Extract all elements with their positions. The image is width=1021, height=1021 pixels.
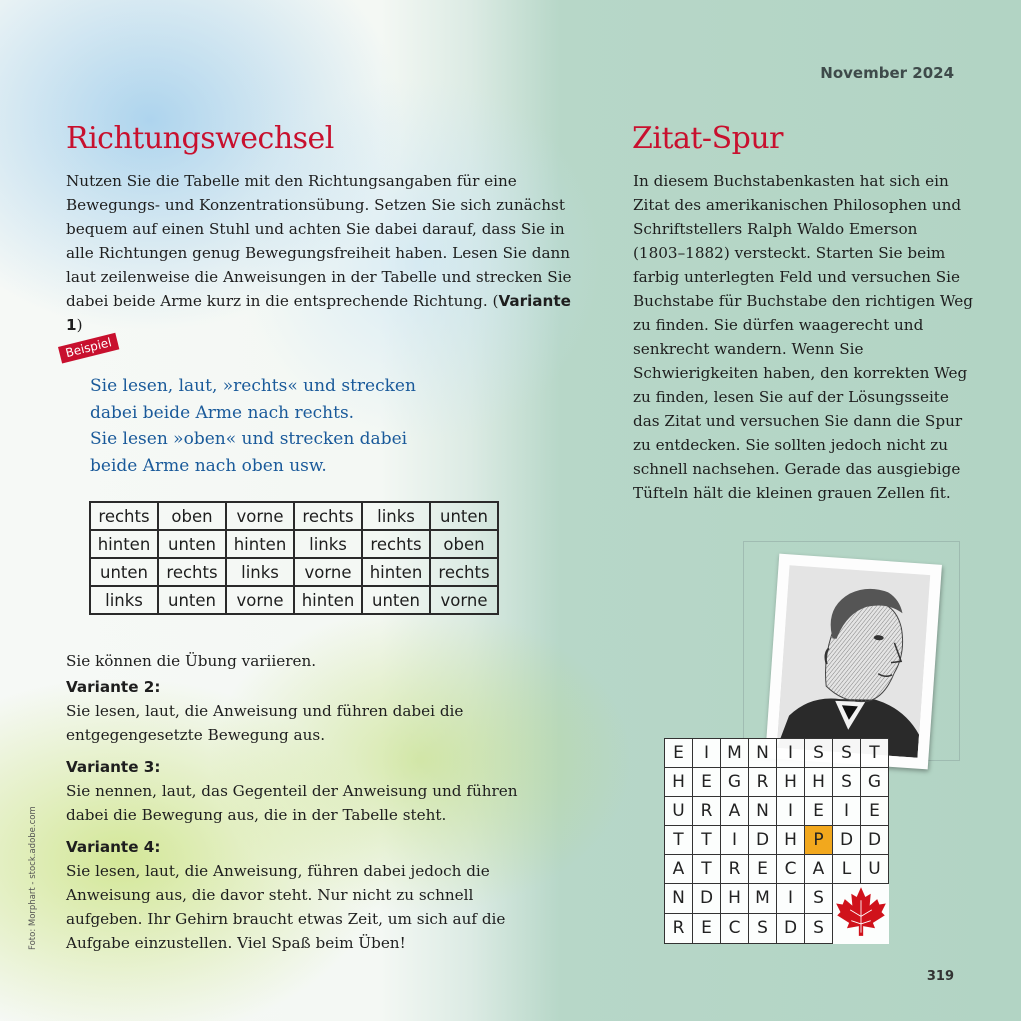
- grid-cell: M: [749, 884, 777, 914]
- photo-credit: Foto: Morphart - stock.adobe.com: [28, 806, 38, 950]
- table-cell: links: [226, 558, 294, 586]
- variant-text: Sie lesen, laut, die Anweisung, führen dabei jedoch die Anweisung aus, die davor steht. Nur nicht zu schnell aufgeben. Ihr Gehirn braucht etwas Zeit, um sich auf die Aufgabe einzustellen. Viel Spaß beim Üben!: [66, 862, 506, 952]
- table-cell: rechts: [90, 502, 158, 530]
- table-cell: unten: [158, 586, 226, 614]
- grid-cell: E: [693, 768, 721, 797]
- grid-cell: H: [665, 768, 693, 797]
- grid-cell: E: [749, 855, 777, 884]
- grid-row: [665, 739, 889, 768]
- table-cell: links: [90, 586, 158, 614]
- grid-cell: N: [749, 739, 777, 768]
- title-zitat-spur: Zitat-Spur: [632, 121, 783, 156]
- example-line: beide Arme nach oben usw.: [90, 455, 327, 476]
- grid-cell: A: [805, 855, 833, 884]
- table-cell: rechts: [158, 558, 226, 586]
- grid-cell: T: [665, 826, 693, 855]
- table-cell: unten: [158, 530, 226, 558]
- grid-cell: L: [833, 855, 861, 884]
- variants-section: [66, 649, 536, 955]
- portrait-image: [777, 565, 930, 757]
- grid-cell: U: [665, 797, 693, 826]
- direction-table: [89, 501, 499, 615]
- table-cell: vorne: [226, 586, 294, 614]
- grid-cell: T: [861, 739, 889, 768]
- letter-grid: [664, 738, 889, 944]
- grid-cell: D: [777, 913, 805, 943]
- variant-title: Variante 2:: [66, 678, 161, 696]
- grid-cell: H: [777, 768, 805, 797]
- grid-cell: S: [833, 768, 861, 797]
- grid-row: [665, 826, 889, 855]
- grid-cell: I: [777, 739, 805, 768]
- table-row: [90, 530, 498, 558]
- grid-cell: S: [833, 739, 861, 768]
- grid-row: [665, 797, 889, 826]
- maple-leaf-icon-svg: [834, 884, 888, 938]
- page-number: 319: [926, 969, 954, 984]
- variants-intro: Sie können die Übung variieren.: [66, 652, 317, 670]
- example-line: Sie lesen »oben« und strecken dabei: [90, 429, 408, 449]
- grid-cell: I: [777, 884, 805, 914]
- table-row: [90, 558, 498, 586]
- grid-cell: M: [721, 739, 749, 768]
- grid-cell: T: [693, 826, 721, 855]
- grid-cell: D: [861, 826, 889, 855]
- grid-cell: H: [805, 768, 833, 797]
- grid-cell: I: [777, 797, 805, 826]
- table-cell: rechts: [430, 558, 498, 586]
- grid-cell: G: [861, 768, 889, 797]
- intro-left-text: Nutzen Sie die Tabelle mit den Richtungsangaben für eine Bewegungs- und Konzentrationsübung. Setzen Sie sich zunächst bequem auf einen Stuhl und achten Sie dabei darauf, dass Sie in alle Richtungen genug Bewegungsfreiheit haben. Lesen Sie dann laut zeilenweise die Anweisungen in der Tabelle und strecken Sie dabei beide Arme kurz in die entsprechende Richtung. (: [66, 172, 572, 310]
- example-badge: Beispiel: [58, 333, 119, 364]
- intro-right: In diesem Buchstabenkasten hat sich ein Zitat des amerikanischen Philosophen und Schriftstellers Ralph Waldo Emerson (1803–1882) versteckt. Starten Sie beim farbig unterlegten Feld und versuchen Sie Buchstabe für Buchstabe den richtigen Weg zu finden. Sie dürfen waagerecht und senkrecht wandern. Wenn Sie Schwierigkeiten haben, den korrekten Weg zu finden, lesen Sie auf der Lösungsseite das Zitat und versuchen Sie dann die Spur zu entdecken. Sie sollten jedoch nicht zu schnell nachsehen. Gerade das ausgiebige Tüfteln hält die kleinen grauen Zellen fit.: [633, 172, 974, 502]
- grid-cell: S: [805, 884, 833, 914]
- table-cell: vorne: [226, 502, 294, 530]
- table-cell: hinten: [362, 558, 430, 586]
- table-cell: links: [362, 502, 430, 530]
- table-cell: rechts: [294, 502, 362, 530]
- intro-left: [66, 169, 586, 337]
- month-header: November 2024: [820, 64, 954, 82]
- grid-cell: S: [749, 913, 777, 943]
- example-text: [90, 373, 450, 479]
- table-row: [90, 502, 498, 530]
- grid-cell: E: [693, 913, 721, 943]
- variant-text: Sie nennen, laut, das Gegenteil der Anweisung und führen dabei die Bewegung aus, die in der Tabelle steht.: [66, 782, 518, 824]
- grid-cell: R: [693, 797, 721, 826]
- grid-cell: N: [749, 797, 777, 826]
- grid-row: [665, 855, 889, 884]
- example-line: dabei beide Arme nach rechts.: [90, 402, 355, 423]
- grid-cell: C: [721, 913, 749, 943]
- table-cell: oben: [430, 530, 498, 558]
- table-cell: vorne: [294, 558, 362, 586]
- table-cell: unten: [362, 586, 430, 614]
- grid-cell: H: [777, 826, 805, 855]
- maple-leaf-icon: [833, 884, 889, 944]
- intro-left-end: ): [76, 316, 83, 334]
- grid-cell: C: [777, 855, 805, 884]
- variant-title: Variante 3:: [66, 758, 161, 776]
- table-cell: hinten: [294, 586, 362, 614]
- table-cell: hinten: [226, 530, 294, 558]
- grid-cell: E: [805, 797, 833, 826]
- grid-cell: E: [861, 797, 889, 826]
- grid-cell: R: [665, 913, 693, 943]
- grid-cell: U: [861, 855, 889, 884]
- grid-cell: I: [693, 739, 721, 768]
- title-richtungswechsel: Richtungswechsel: [66, 121, 334, 156]
- grid-cell: I: [721, 826, 749, 855]
- grid-cell: I: [833, 797, 861, 826]
- grid-cell: R: [749, 768, 777, 797]
- table-row: [90, 586, 498, 614]
- grid-cell: T: [693, 855, 721, 884]
- example-line: Sie lesen, laut, »rechts« und strecken: [90, 376, 416, 396]
- grid-cell: A: [665, 855, 693, 884]
- grid-cell: N: [665, 884, 693, 914]
- grid-cell: H: [721, 884, 749, 914]
- grid-cell: S: [805, 913, 833, 943]
- grid-row: [665, 884, 889, 914]
- table-cell: links: [294, 530, 362, 558]
- intro-left-bold: Variante 1: [66, 292, 571, 334]
- grid-cell: G: [721, 768, 749, 797]
- table-cell: unten: [90, 558, 158, 586]
- table-cell: oben: [158, 502, 226, 530]
- grid-cell: D: [749, 826, 777, 855]
- grid-cell: A: [721, 797, 749, 826]
- grid-cell: E: [665, 739, 693, 768]
- table-cell: hinten: [90, 530, 158, 558]
- table-cell: rechts: [362, 530, 430, 558]
- grid-cell: D: [833, 826, 861, 855]
- table-cell: unten: [430, 502, 498, 530]
- variant-title: Variante 4:: [66, 838, 161, 856]
- grid-cell: D: [693, 884, 721, 914]
- table-cell: vorne: [430, 586, 498, 614]
- grid-row: [665, 768, 889, 797]
- portrait-engraving-icon: [777, 565, 930, 757]
- grid-cell: S: [805, 739, 833, 768]
- variant-text: Sie lesen, laut, die Anweisung und führen dabei die entgegengesetzte Bewegung aus.: [66, 702, 464, 744]
- grid-cell-start: P: [805, 826, 833, 855]
- grid-cell: R: [721, 855, 749, 884]
